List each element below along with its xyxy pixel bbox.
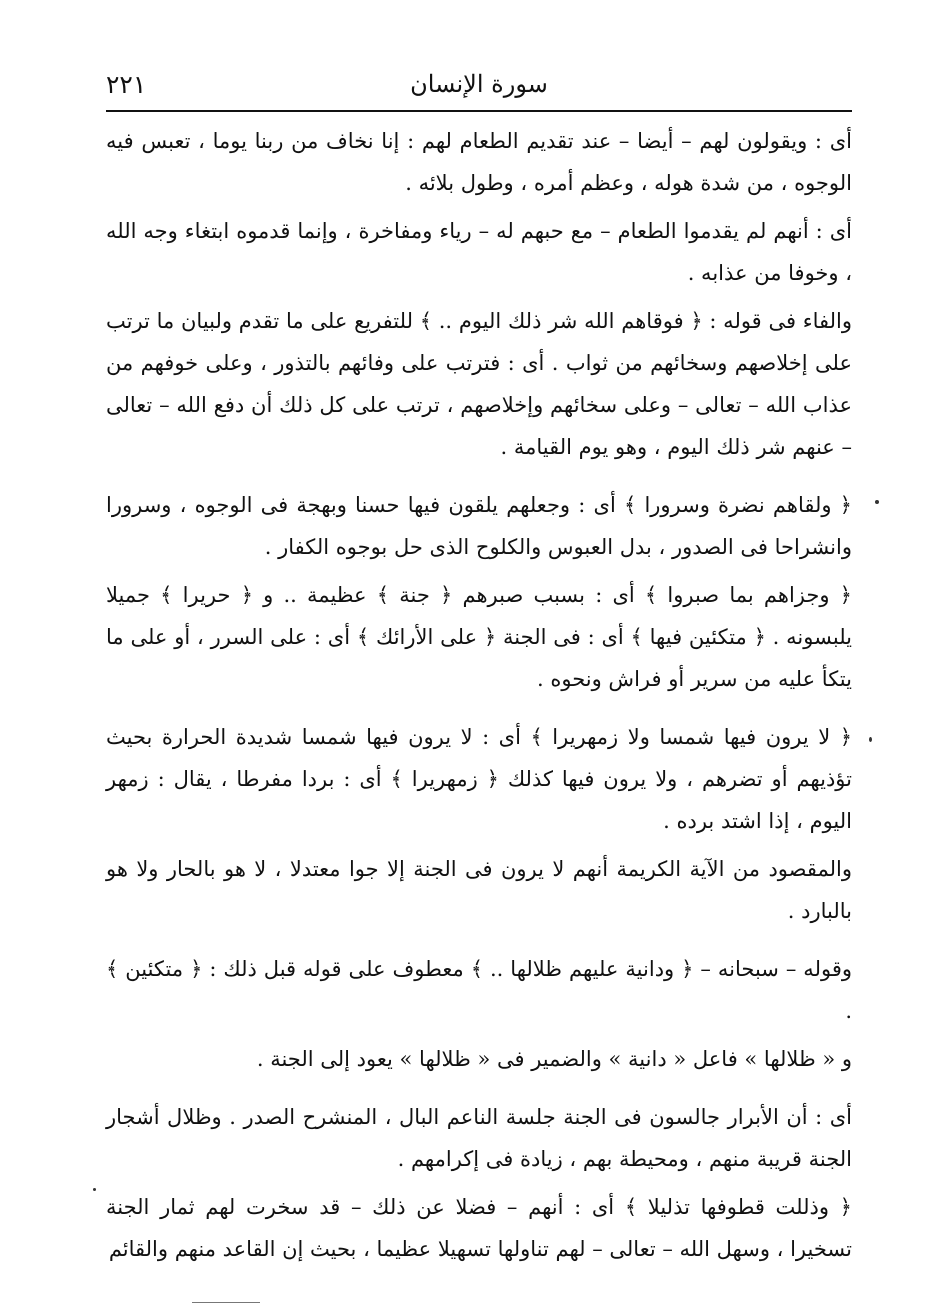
footer-rule <box>192 1302 260 1303</box>
paragraph: وقوله – سبحانه – ﴿ ودانية عليهم ظلالها .. ﴾ معطوف على قوله قبل ذلك : ﴿ متكئين ﴾ . <box>106 957 852 1023</box>
paragraph: أى : أن الأبرار جالسون فى الجنة جلسة الناعم البال ، المنشرح الصدر . وظلال أشجار الجنة قريبة منهم ، ومحيطة بهم ، زيادة فى إكرامهم . <box>106 1105 852 1171</box>
page-body <box>106 120 852 1270</box>
paragraph: والفاء فى قوله : ﴿ فوقاهم الله شر ذلك اليوم .. ﴾ للتفريع على ما تقدم ولبيان ما ترتب على إخلاصهم وسخائهم من ثواب . أى : فترتب على وفائهم بالتذور ، وعلى خوفهم من عذاب الله – تعالى – وعلى سخائهم وإخلاصهم ، ترتب على كل ذلك أن دفع الله – تعالى – عنهم شر ذلك اليوم ، وهو يوم القيامة . <box>106 309 852 459</box>
scan-speck <box>869 737 872 742</box>
paragraph: و « ظلالها » فاعل « دانية » والضمير فى « ظلالها » يعود إلى الجنة . <box>256 1047 852 1071</box>
surah-title: سورة الإنسان <box>410 70 548 98</box>
scan-speck <box>875 500 879 504</box>
paragraph: أى : أنهم لم يقدموا الطعام – مع حبهم له – رياء ومفاخرة ، وإنما قدموه ابتغاء وجه الله ، وخوفا من عذابه . <box>106 219 852 285</box>
paragraph: ﴿ وذللت قطوفها تذليلا ﴾ أى : أنهم – فضلا عن ذلك – قد سخرت لهم ثمار الجنة تسخيرا ، وسهل الله – تعالى – لهم تناولها تسهيلا عظيما ، بحيث إن القاعد منهم والقائم <box>106 1195 852 1261</box>
page-number: ٢٢١ <box>106 70 147 99</box>
paragraph: أى : ويقولون لهم – أيضا – عند تقديم الطعام لهم : إنا نخاف من ربنا يوما ، تعبس فيه الوجوه ، من شدة هوله ، وعظم أمره ، وطول بلائه . <box>106 129 852 195</box>
page-header <box>106 66 852 106</box>
scan-speck <box>93 1188 96 1191</box>
header-rule <box>106 110 852 112</box>
paragraph: ﴿ وجزاهم بما صبروا ﴾ أى : بسبب صبرهم ﴿ جنة ﴾ عظيمة .. و ﴿ حريرا ﴾ جميلا يلبسونه . ﴿ متكئين فيها ﴾ أى : فى الجنة ﴿ على الأرائك ﴾ أى : على السرر ، أو على ما يتكأ عليه من سرير أو فراش ونحوه . <box>106 583 852 691</box>
paragraph: ﴿ ولقاهم نضرة وسرورا ﴾ أى : وجعلهم يلقون فيها حسنا وبهجة فى الوجوه ، وسرورا وانشراحا فى الصدور ، بدل العبوس والكلوح الذى حل بوجوه الكفار . <box>106 493 852 559</box>
paragraph: ﴿ لا يرون فيها شمسا ولا زمهريرا ﴾ أى : لا يرون فيها شمسا شديدة الحرارة بحيث تؤذيهم أو تضرهم ، ولا يرون فيها كذلك ﴿ زمهريرا ﴾ أى : بردا مفرطا ، يقال : زمهر اليوم ، إذا اشتد برده . <box>106 725 852 833</box>
paragraph: والمقصود من الآية الكريمة أنهم لا يرون فى الجنة إلا جوا معتدلا ، لا هو بالحار ولا هو بالبارد . <box>106 857 852 923</box>
